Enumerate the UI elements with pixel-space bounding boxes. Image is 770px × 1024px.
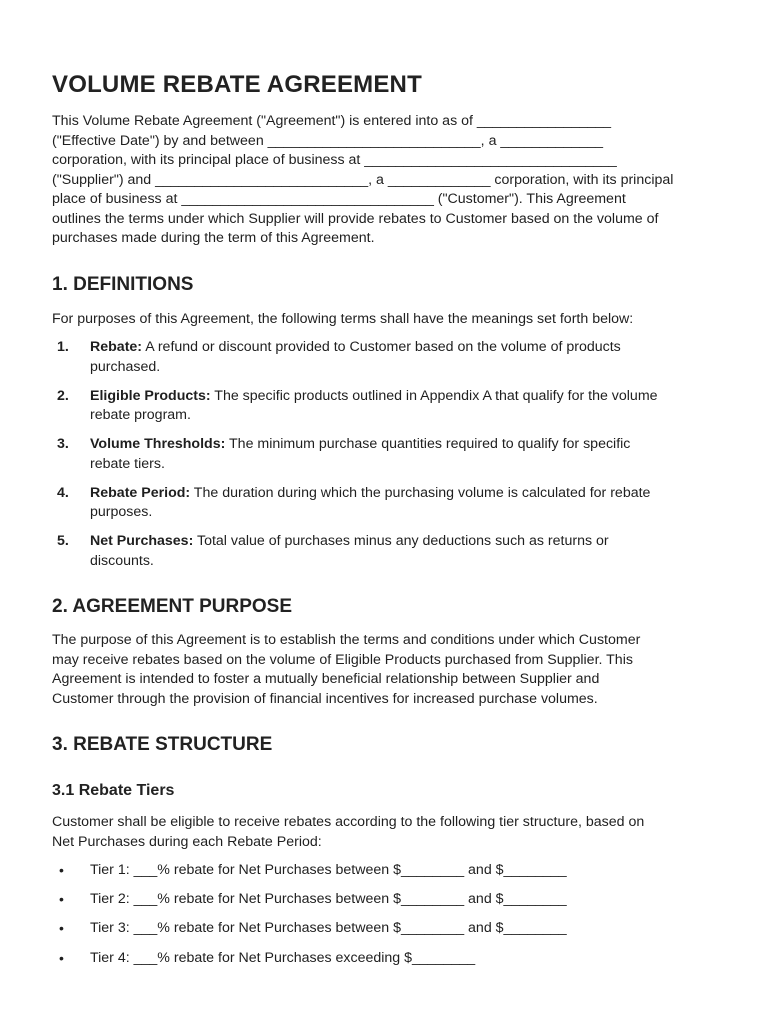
definition-text: rebate program. — [90, 407, 191, 423]
section-heading-rebate-structure: 3. REBATE STRUCTURE — [52, 734, 273, 755]
list-number: 3. — [57, 436, 69, 452]
intro-line: corporation, with its principal place of business at ________________________________ — [52, 152, 617, 168]
purpose-paragraph — [52, 631, 722, 709]
tier-item — [52, 919, 722, 939]
definition-item — [52, 387, 722, 426]
intro-line: This Volume Rebate Agreement ("Agreement") is entered into as of _________________ — [52, 113, 612, 129]
rebate-tiers-line: Net Purchases during each Rebate Period: — [52, 833, 322, 850]
definition-item — [52, 532, 722, 571]
tier-text: Tier 4: ___% rebate for Net Purchases exceeding $________ — [90, 949, 476, 966]
purpose-line: may receive rebates based on the volume of Eligible Products purchased from Supplier. This — [52, 651, 633, 668]
bullet-icon: • — [59, 949, 64, 966]
purpose-line: Agreement is intended to foster a mutually beneficial relationship between Supplier and — [52, 671, 600, 687]
page-title: VOLUME REBATE AGREEMENT — [52, 71, 422, 98]
purpose-line: Customer through the provision of financial incentives for increased purchase volumes. — [52, 690, 598, 707]
section-heading-definitions: 1. DEFINITIONS — [52, 273, 194, 295]
definition-text: A refund or discount provided to Customer based on the volume of products — [142, 339, 621, 355]
tier-item — [52, 949, 722, 969]
definition-term: Volume Thresholds: — [90, 436, 226, 452]
list-number: 2. — [57, 387, 69, 404]
bullet-icon: • — [59, 920, 64, 937]
list-number: 5. — [57, 533, 69, 549]
intro-line: purchases made during the term of this Agreement. — [52, 230, 375, 246]
list-number: 1. — [57, 339, 69, 355]
definition-text: Total value of purchases minus any deductions such as returns or — [193, 533, 609, 549]
tier-list — [52, 861, 722, 968]
definition-text: purposes. — [90, 504, 153, 520]
definitions-list — [52, 338, 722, 571]
definitions-lead: For purposes of this Agreement, the following terms shall have the meanings set forth below: — [52, 310, 634, 327]
tier-item — [52, 861, 722, 881]
definition-text: The minimum purchase quantities required to qualify for specific — [225, 436, 631, 452]
tier-text: Tier 2: ___% rebate for Net Purchases between $________ and $________ — [90, 891, 567, 908]
definition-term: Rebate: — [90, 339, 143, 355]
intro-line: outlines the terms under which Supplier will provide rebates to Customer based on the volume of — [52, 210, 659, 227]
intro-line: ("Supplier") and ___________________________, a _____________ corporation, with its principal — [52, 171, 674, 188]
definition-text: rebate tiers. — [90, 455, 165, 472]
intro-line: place of business at ________________________________ ("Customer"). This Agreement — [52, 191, 626, 207]
definition-text: The specific products outlined in Appendix A that qualify for the volume — [210, 387, 658, 404]
bullet-icon: • — [59, 862, 64, 878]
bullet-icon: • — [59, 891, 64, 908]
tier-text: Tier 3: ___% rebate for Net Purchases between $________ and $________ — [90, 920, 567, 937]
definition-term: Eligible Products: — [90, 387, 211, 404]
definition-text: discounts. — [90, 552, 154, 569]
tier-item — [52, 890, 722, 910]
document-body — [52, 68, 722, 978]
definition-item — [52, 435, 722, 474]
definition-text: The duration during which the purchasing volume is calculated for rebate — [190, 484, 651, 501]
definition-term: Net Purchases: — [90, 533, 194, 549]
rebate-tiers-line: Customer shall be eligible to receive rebates according to the following tier structure, based on — [52, 814, 645, 830]
intro-line: ("Effective Date") by and between ___________________________, a _____________ — [52, 132, 603, 149]
rebate-tiers-paragraph — [52, 813, 722, 852]
section-heading-purpose: 2. AGREEMENT PURPOSE — [52, 596, 293, 617]
purpose-line: The purpose of this Agreement is to establish the terms and conditions under which Customer — [52, 632, 641, 648]
definition-item — [52, 484, 722, 523]
intro-paragraph — [52, 112, 722, 249]
definition-item — [52, 338, 722, 377]
list-number: 4. — [57, 484, 69, 501]
definition-text: purchased. — [90, 358, 161, 375]
definition-term: Rebate Period: — [90, 484, 191, 501]
tier-text: Tier 1: ___% rebate for Net Purchases between $________ and $________ — [90, 862, 567, 878]
subsection-heading-rebate-tiers: 3.1 Rebate Tiers — [52, 782, 175, 799]
